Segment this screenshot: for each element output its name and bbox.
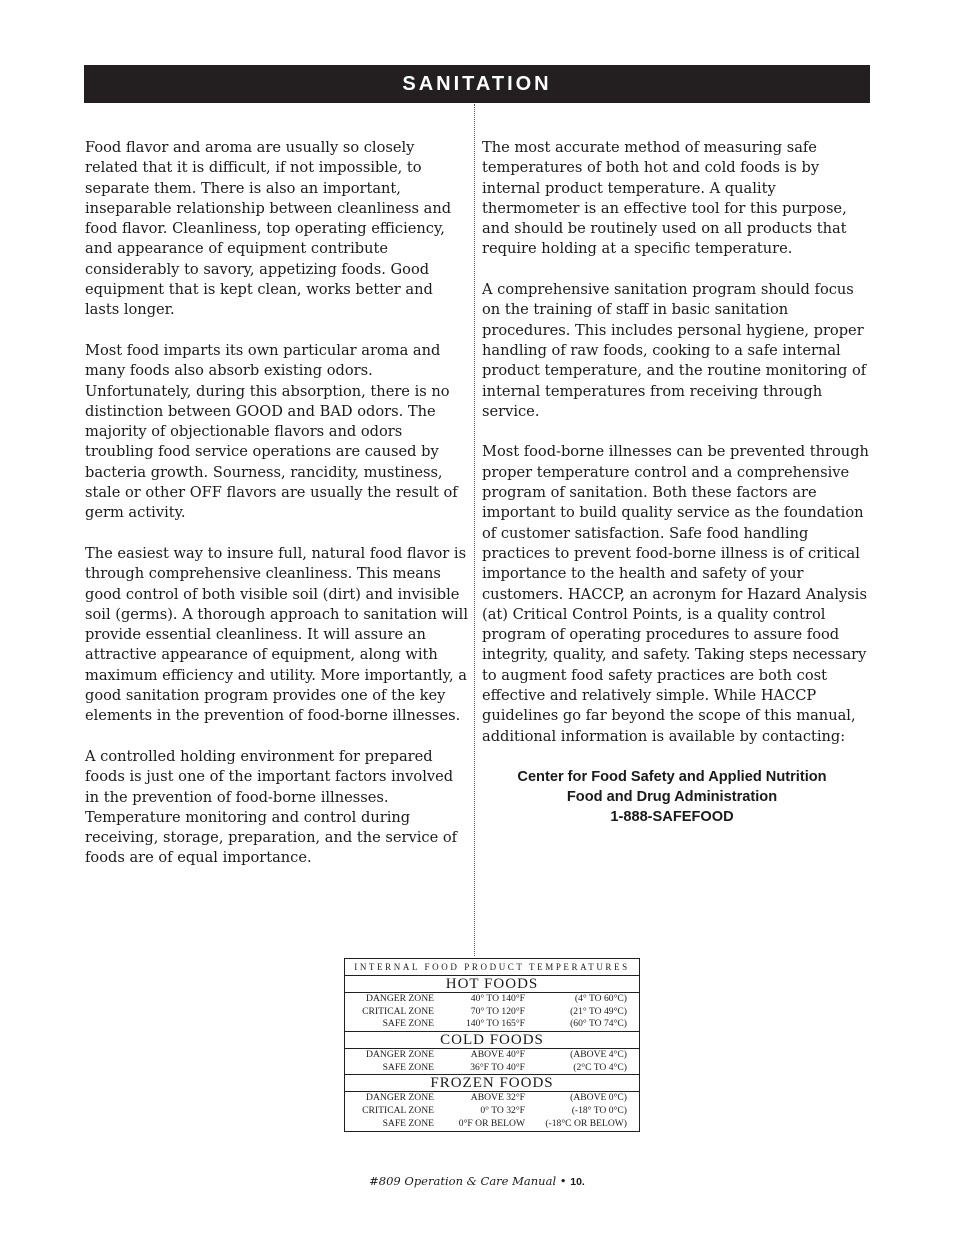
paragraph: Most food-borne illnesses can be prevented through proper temperature control and a comprehensive program of sanitation. Both these factors are important to build quality service as the foundation of customer satisfaction. Safe food handling practices to prevent food-borne illness is of critical importance to the health and safety of your customers. HACCP, an acronym for Hazard Analysis (at) Critical Control Points, is a quality control program of operating procedures to assure food integrity, quality, and safety. Taking steps necessary to augment food safety practices are both cost effective and relatively simple. While HACCP guidelines go far beyond the scope of this manual, additional information is available by contacting: [482, 443, 869, 745]
section-heading: FROZEN FOODS [345, 1075, 639, 1092]
zone-cell: SAFE ZONE [382, 1018, 434, 1030]
temperature-table [344, 958, 640, 1132]
paragraph: A controlled holding environment for prepared foods is just one of the important factors involved in the prevention of food-borne illnesses. Temperature monitoring and control during receiving, storage, preparation, and the service of foods are of equal importance. [85, 747, 458, 867]
contact-org: Center for Food Safety and Applied Nutrition [517, 769, 827, 786]
right-column [482, 138, 874, 827]
fahrenheit-cell: ABOVE 40°F [470, 1049, 525, 1061]
celsius-cell: (ABOVE 0°C) [570, 1092, 627, 1104]
table-row [345, 1092, 639, 1105]
table-row [345, 1118, 639, 1131]
hot-foods-section [345, 976, 639, 1032]
fahrenheit-cell: 36°F TO 40°F [470, 1061, 525, 1073]
contact-agency: Food and Drug Administration [566, 789, 778, 806]
page-number: 10. [570, 1176, 585, 1188]
celsius-cell: (4° TO 60°C) [574, 993, 627, 1004]
fahrenheit-cell: 40° TO 140°F [470, 993, 525, 1004]
celsius-cell: (-18° TO 0°C) [571, 1105, 627, 1117]
celsius-cell: (60° TO 74°C) [570, 1018, 627, 1030]
table-row [345, 1105, 639, 1118]
celsius-cell: (21° TO 49°C) [570, 1005, 627, 1017]
section-heading: HOT FOODS [345, 976, 639, 993]
frozen-foods-section [345, 1075, 639, 1130]
manual-title: #809 Operation & Care Manual [369, 1174, 557, 1188]
paragraph: Food flavor and aroma are usually so closely related that it is difficult, if not impossible, to separate them. There is also an important, inseparable relationship between cleanliness and food flavor. Cleanliness, top operating efficiency, and appearance of equipment contribute considerably to savory, appetizing foods. Good equipment that is kept clean, works better and lasts longer. [85, 139, 452, 319]
left-column [85, 138, 471, 889]
table-row [345, 1006, 639, 1019]
fahrenheit-cell: 140° TO 165°F [465, 1018, 525, 1030]
paragraph: The easiest way to insure full, natural food flavor is through comprehensive cleanliness. This means good control of both visible soil (dirt) and invisible soil (germs). A thorough approach to sanitation will provide essential cleanliness. It will assure an attractive appearance of equipment, along with maximum efficiency and utility. More importantly, a good sanitation program provides one of the key elements in the prevention of food-borne illnesses. [85, 544, 468, 725]
celsius-cell: (2°C TO 4°C) [573, 1061, 627, 1073]
paragraph: Most food imparts its own particular aroma and many foods also absorb existing odors. Unfortunately, during this absorption, there is no distinction between GOOD and BAD odors. The majority of objectionable flavors and odors troubling food service operations are caused by bacteria growth. Sourness, rancidity, mustiness, stale or other OFF flavors are usually the result of germ activity. [85, 341, 458, 522]
zone-cell: DANGER ZONE [366, 1092, 434, 1104]
section-title-bar [84, 65, 870, 103]
zone-cell: DANGER ZONE [366, 1049, 434, 1061]
celsius-cell: (ABOVE 4°C) [570, 1049, 627, 1061]
page-footer [0, 1173, 954, 1190]
zone-cell: DANGER ZONE [366, 993, 434, 1004]
celsius-cell: (-18°C OR BELOW) [545, 1117, 627, 1129]
column-divider [474, 104, 475, 956]
paragraph: A comprehensive sanitation program should focus on the training of staff in basic sanitation procedures. This includes personal hygiene, proper handling of raw foods, cooking to a safe internal product temperature, and the routine monitoring of internal temperatures from receiving through service. [482, 281, 867, 420]
table-row [345, 1018, 639, 1031]
cold-foods-section [345, 1032, 639, 1075]
fahrenheit-cell: 70° TO 120°F [470, 1005, 525, 1017]
fahrenheit-cell: 0°F OR BELOW [458, 1117, 525, 1129]
fahrenheit-cell: 0° TO 32°F [480, 1105, 525, 1117]
section-title: SANITATION [402, 73, 552, 95]
paragraph: The most accurate method of measuring safe temperatures of both hot and cold foods is by internal product temperature. A quality thermometer is an effective tool for this purpose, and should be routinely used on all products that require holding at a specific temperature. [482, 139, 847, 258]
table-row [345, 1049, 639, 1062]
zone-cell: SAFE ZONE [382, 1117, 434, 1129]
zone-cell: SAFE ZONE [382, 1061, 434, 1073]
zone-cell: CRITICAL ZONE [362, 1105, 434, 1117]
table-row [345, 993, 639, 1006]
contact-phone: 1-888-SAFEFOOD [610, 809, 734, 826]
table-row [345, 1062, 639, 1075]
contact-block [482, 767, 862, 827]
section-heading: COLD FOODS [345, 1032, 639, 1049]
footer-separator: • [556, 1174, 571, 1188]
table-title: INTERNAL FOOD PRODUCT TEMPERATURES [345, 959, 639, 976]
fahrenheit-cell: ABOVE 32°F [470, 1092, 525, 1104]
zone-cell: CRITICAL ZONE [362, 1005, 434, 1017]
